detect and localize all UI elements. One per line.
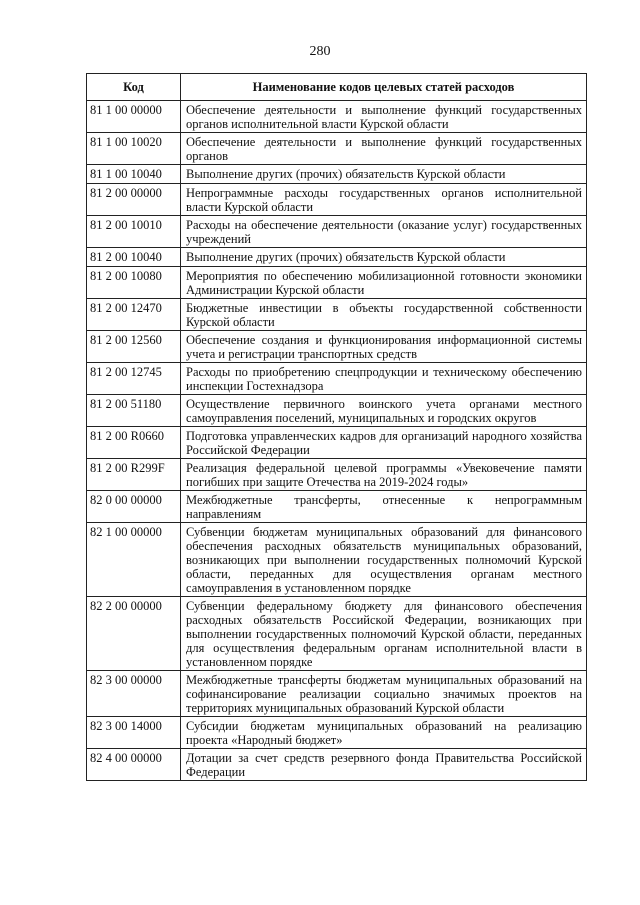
row-code: 81 2 00 12470: [87, 299, 181, 331]
row-code: 82 0 00 00000: [87, 491, 181, 523]
table-row: [87, 165, 587, 184]
target-expense-codes-table: [86, 73, 587, 781]
row-code: 81 2 00 00000: [87, 184, 181, 216]
row-code: 82 3 00 00000: [87, 671, 181, 717]
row-name: Субвенции бюджетам муниципальных образований для финансового обеспечения расходных обязательств муниципальных образований, возникающих при выполнении государственных полномочий Курской области, переданных для осуществления органам местного самоуправления в установленном порядке: [181, 523, 587, 597]
row-code: 81 2 00 R0660: [87, 427, 181, 459]
row-name: Расходы на обеспечение деятельности (оказание услуг) государственных учреждений: [181, 216, 587, 248]
row-name: Субсидии бюджетам муниципальных образований на реализацию проекта «Народный бюджет»: [181, 717, 587, 749]
table-body: [87, 101, 587, 781]
table-row: [87, 267, 587, 299]
row-code: 81 2 00 R299F: [87, 459, 181, 491]
row-name: Осуществление первичного воинского учета органами местного самоуправления поселений, муниципальных и городских округов: [181, 395, 587, 427]
row-name: Реализация федеральной целевой программы «Увековечение памяти погибших при защите Отечества на 2019-2024 годы»: [181, 459, 587, 491]
table-row: [87, 299, 587, 331]
header-code: Код: [87, 74, 181, 101]
row-name: Подготовка управленческих кадров для организаций народного хозяйства Российской Федерации: [181, 427, 587, 459]
row-name: Обеспечение деятельности и выполнение функций государственных органов: [181, 133, 587, 165]
row-name: Обеспечение создания и функционирования информационной системы учета и регистрации транспортных средств: [181, 331, 587, 363]
table-row: [87, 491, 587, 523]
table-row: [87, 248, 587, 267]
row-name: Межбюджетные трансферты бюджетам муниципальных образований на софинансирование реализации социально значимых проектов на территориях муниципальных образований Курской области: [181, 671, 587, 717]
table-row: [87, 427, 587, 459]
row-code: 81 2 00 10080: [87, 267, 181, 299]
row-code: 82 4 00 00000: [87, 749, 181, 781]
table-row: [87, 523, 587, 597]
row-code: 81 2 00 12745: [87, 363, 181, 395]
row-name: Субвенции федеральному бюджету для финансового обеспечения расходных обязательств Российской Федерации, возникающих при выполнении государственных полномочий Курской области, переданных для осуществления федеральным органам исполнительной власти в установленном порядке: [181, 597, 587, 671]
row-code: 82 1 00 00000: [87, 523, 181, 597]
row-name: Расходы по приобретению спецпродукции и техническому обеспечению инспекции Гостехнадзора: [181, 363, 587, 395]
table-row: [87, 597, 587, 671]
row-name: Непрограммные расходы государственных органов исполнительной власти Курской области: [181, 184, 587, 216]
table-row: [87, 671, 587, 717]
table-row: [87, 395, 587, 427]
row-name: Дотации за счет средств резервного фонда Правительства Российской Федерации: [181, 749, 587, 781]
row-code: 81 1 00 10040: [87, 165, 181, 184]
table-row: [87, 133, 587, 165]
table-header-row: [87, 74, 587, 101]
table-row: [87, 717, 587, 749]
row-name: Межбюджетные трансферты, отнесенные к непрограммным направлениям: [181, 491, 587, 523]
header-name: Наименование кодов целевых статей расходов: [181, 74, 587, 101]
row-name: Выполнение других (прочих) обязательств Курской области: [181, 248, 587, 267]
table-row: [87, 363, 587, 395]
row-name: Обеспечение деятельности и выполнение функций государственных органов исполнительной власти Курской области: [181, 101, 587, 133]
row-code: 82 3 00 14000: [87, 717, 181, 749]
row-code: 82 2 00 00000: [87, 597, 181, 671]
row-code: 81 1 00 10020: [87, 133, 181, 165]
row-code: 81 2 00 12560: [87, 331, 181, 363]
row-code: 81 1 00 00000: [87, 101, 181, 133]
page-number: 280: [309, 44, 331, 59]
table-row: [87, 749, 587, 781]
row-code: 81 2 00 10040: [87, 248, 181, 267]
row-name: Бюджетные инвестиции в объекты государственной собственности Курской области: [181, 299, 587, 331]
row-code: 81 2 00 51180: [87, 395, 181, 427]
table-row: [87, 184, 587, 216]
table-row: [87, 459, 587, 491]
row-name: Выполнение других (прочих) обязательств Курской области: [181, 165, 587, 184]
row-name: Мероприятия по обеспечению мобилизационной готовности экономики Администрации Курской области: [181, 267, 587, 299]
table-row: [87, 101, 587, 133]
table-row: [87, 331, 587, 363]
table-row: [87, 216, 587, 248]
row-code: 81 2 00 10010: [87, 216, 181, 248]
